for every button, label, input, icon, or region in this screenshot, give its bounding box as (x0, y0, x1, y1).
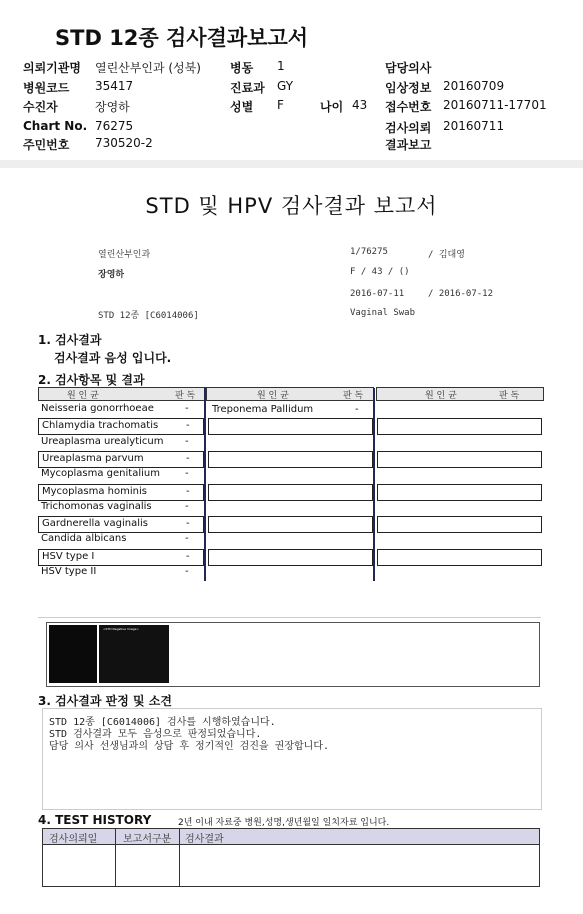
item-name: Trichomonas vaginalis (41, 500, 152, 512)
item-result: - (185, 566, 189, 577)
col-header: 원 인 균 판 독 (38, 387, 206, 401)
specimen: Vaginal Swab (350, 308, 416, 318)
empty-cell (377, 484, 542, 501)
sex-age: F / 43 / () (350, 267, 410, 277)
gel-image-frame (46, 622, 540, 687)
item-name: Mycoplasma hominis (42, 485, 147, 497)
result-row (38, 484, 204, 501)
result-row (38, 549, 204, 566)
value: GY (277, 79, 294, 93)
item-name: Neisseria gonorrhoeae (41, 403, 154, 414)
value: 열린산부인과 (성북) (95, 61, 201, 75)
opinion-line: STD 12종 [C6014006] 검사를 시행하였습니다. (49, 717, 276, 728)
value: 20160709 (443, 79, 505, 93)
request-date: 2016-07-11 (350, 289, 405, 299)
history-note: 2년 이내 자료중 병원,성명,생년월일 일치자료 입니다. (178, 818, 390, 828)
item-name: Chlamydia trachomatis (42, 420, 159, 432)
gel-image: <STD Negative Image> (99, 625, 169, 683)
value: 20160711 (443, 119, 505, 133)
section3-title: 3. 검사결과 판정 및 소견 (38, 694, 172, 708)
label: 주민번호 (23, 138, 70, 152)
gel-image (49, 625, 97, 683)
item-name: Treponema Pallidum (212, 404, 314, 415)
item-result: - (186, 452, 190, 464)
item-name: Ureaplasma urealyticum (41, 435, 164, 447)
label: 병원코드 (23, 81, 70, 95)
divider (0, 160, 583, 168)
col-header: 원 인 균 판 독 (376, 387, 544, 401)
label: Chart No. (23, 119, 88, 133)
value: 76275 (95, 119, 134, 133)
result-row (38, 565, 202, 580)
result-row (38, 451, 204, 468)
result-row (38, 467, 202, 482)
value: 20160711-17701 (443, 98, 547, 112)
item-result: - (185, 468, 189, 480)
history-header: 검사의뢰일 보고서구분 검사결과 (42, 828, 540, 845)
section4-title: 4. TEST HISTORY (38, 813, 152, 827)
label: 나이 (320, 100, 344, 114)
section1-text: 검사결과 음성 입니다. (54, 351, 172, 365)
label: 수진자 (23, 100, 58, 114)
label: 검사의뢰 (385, 121, 432, 135)
item-result: - (186, 550, 190, 562)
item-result: - (185, 500, 189, 512)
value: 43 (352, 98, 368, 112)
doctor: / 김대영 (428, 250, 465, 260)
value: F (277, 98, 284, 112)
item-name: Mycoplasma genitalium (41, 468, 160, 480)
empty-cell (377, 516, 542, 533)
result-row (38, 532, 202, 547)
label: 담당의사 (385, 61, 432, 75)
col-header: 원 인 균 판 독 (206, 387, 374, 401)
label: 진료과 (230, 81, 265, 95)
item-result: - (186, 485, 190, 497)
empty-cell (377, 451, 542, 468)
empty-cell (208, 418, 373, 435)
empty-cell (208, 549, 373, 566)
value: 1 (277, 59, 285, 73)
report-date: / 2016-07-12 (428, 289, 494, 299)
item-result: - (185, 533, 189, 545)
chart-no: 1/76275 (350, 247, 388, 257)
divider (38, 617, 541, 618)
label: 병동 (230, 61, 254, 75)
item-name: Candida albicans (41, 533, 127, 545)
patient: 장영하 (98, 270, 125, 280)
item-result: - (185, 403, 189, 414)
opinion-box (42, 708, 542, 810)
empty-cell (377, 418, 542, 435)
value: 730520-2 (95, 136, 153, 150)
opinion-line: STD 검사결과 모두 음성으로 판정되었습니다. (49, 729, 262, 740)
label: 접수번호 (385, 100, 432, 114)
section1-title: 1. 검사결과 (38, 333, 102, 347)
result-row (38, 402, 202, 417)
result-row (38, 435, 202, 450)
result-row (38, 500, 202, 515)
sub-report-title: STD 및 HPV 검사결과 보고서 (145, 194, 438, 218)
label: 의뢰기관명 (23, 61, 81, 75)
item-result: - (355, 404, 359, 415)
item-result: - (186, 518, 190, 530)
result-row (38, 418, 204, 435)
value: 장영하 (95, 100, 130, 114)
empty-cell (208, 516, 373, 533)
label: 임상정보 (385, 81, 432, 95)
test-name: STD 12종 [C6014006] (98, 311, 199, 321)
label: 성별 (230, 100, 254, 114)
result-row (38, 516, 204, 533)
item-name: Gardnerella vaginalis (42, 518, 148, 530)
item-name: HSV type II (41, 566, 97, 577)
report-title: STD 12종 검사결과보고서 (55, 26, 309, 50)
empty-cell (208, 451, 373, 468)
empty-cell (377, 549, 542, 566)
item-name: Ureaplasma parvum (42, 452, 144, 464)
column-divider (373, 388, 375, 581)
label: 결과보고 (385, 138, 432, 152)
column-divider (204, 388, 206, 581)
hospital: 열린산부인과 (98, 250, 151, 260)
section2-title: 2. 검사항목 및 결과 (38, 373, 145, 387)
item-result: - (186, 420, 190, 432)
item-result: - (185, 435, 189, 447)
opinion-line: 담당 의사 선생님과의 상담 후 정기적인 검진을 권장합니다. (49, 741, 330, 752)
history-body (42, 844, 540, 887)
value: 35417 (95, 79, 134, 93)
item-name: HSV type I (42, 550, 95, 562)
empty-cell (208, 484, 373, 501)
